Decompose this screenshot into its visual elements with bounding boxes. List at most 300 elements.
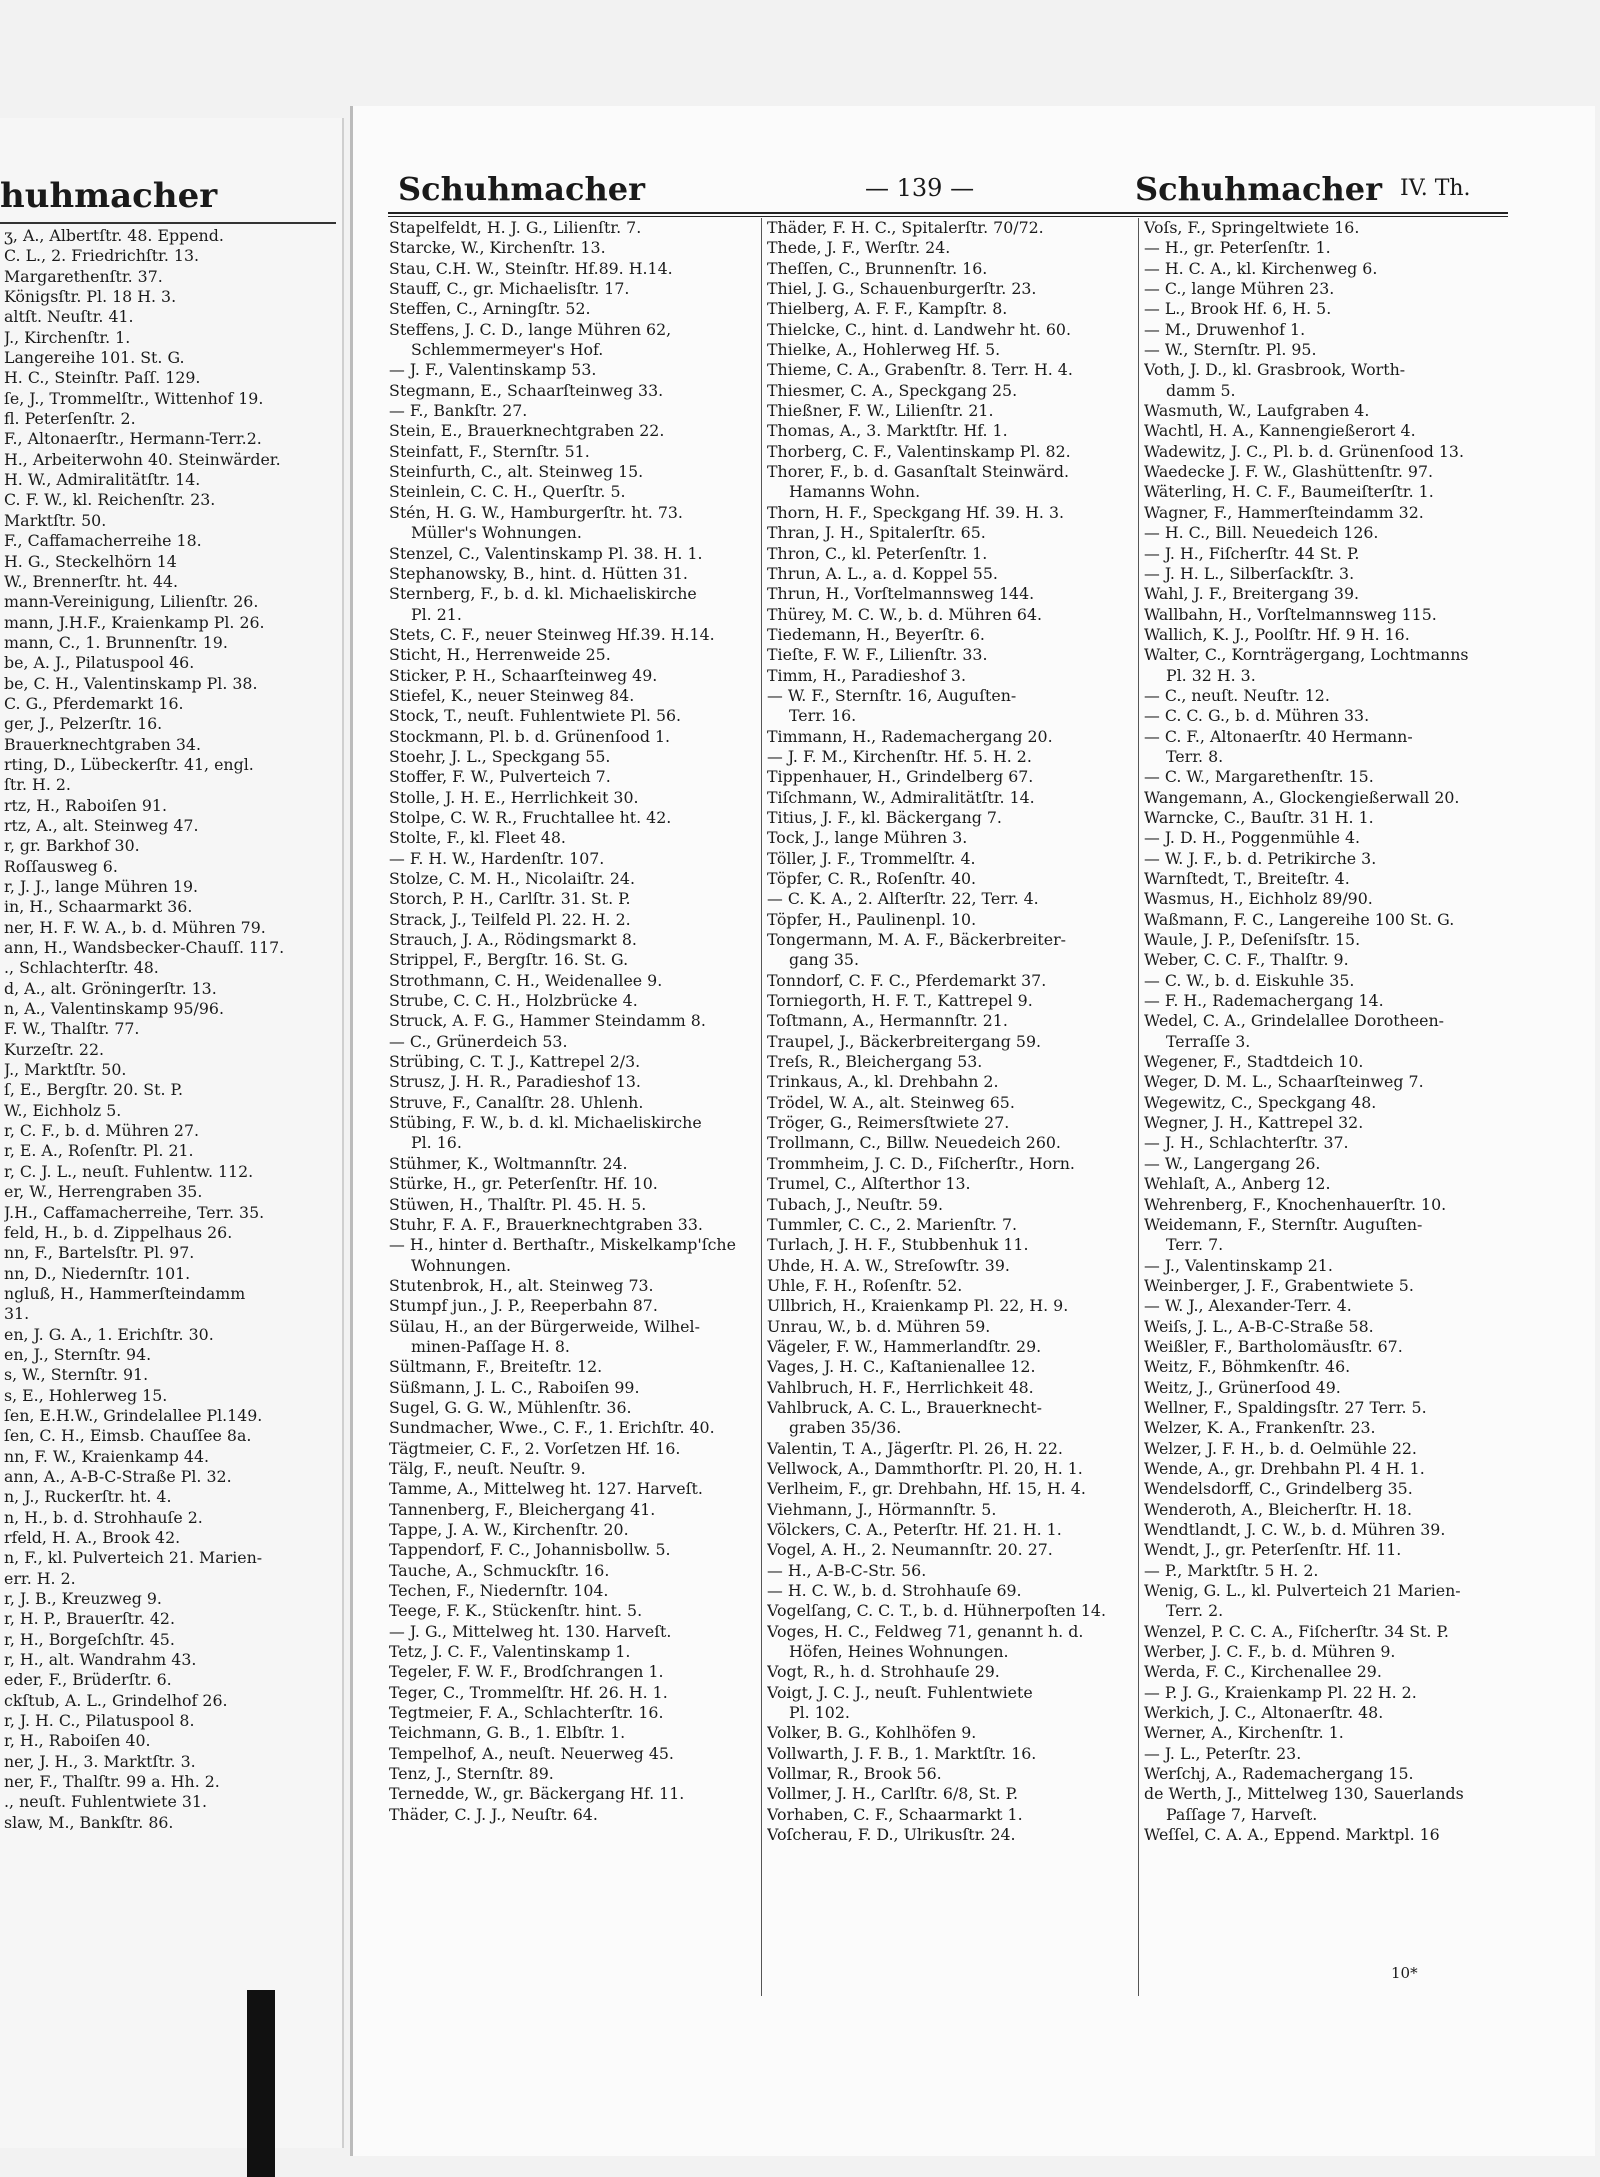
- directory-entry: C. F. W., kl. Reichenſtr. 23.: [4, 490, 216, 510]
- directory-entry: Weger, D. M. L., Schaarſteinweg 7.: [1144, 1072, 1424, 1092]
- directory-entry: Titius, J. F., kl. Bäckergang 7.: [767, 807, 1002, 827]
- directory-entry: Unrau, W., b. d. Mühren 59.: [767, 1316, 991, 1336]
- directory-entry: Walter, C., Kornträgergang, Lochtmanns: [1144, 645, 1469, 665]
- directory-entry: Viehmann, J., Hörmannſtr. 5.: [767, 1499, 997, 1519]
- directory-entry: Tonndorf, C. F. C., Pferdemarkt 37.: [767, 970, 1047, 990]
- directory-entry: Thiel, J. G., Schauenburgerſtr. 23.: [767, 279, 1037, 299]
- directory-entry: Stauff, C., gr. Michaelisſtr. 17.: [389, 279, 630, 299]
- directory-entry: — C. K. A., 2. Alſterſtr. 22, Terr. 4.: [767, 889, 1039, 909]
- directory-entry: Weitz, J., Grünerſood 49.: [1144, 1377, 1341, 1397]
- directory-entry: ʒ, A., Albertſtr. 48. Eppend.: [4, 226, 224, 245]
- directory-entry: Stephanowsky, B., hint. d. Hütten 31.: [389, 563, 688, 583]
- directory-entry: Tägtmeier, C. F., 2. Vorſetzen Hf. 16.: [389, 1438, 681, 1458]
- directory-entry: Stau, C.H. W., Steinſtr. Hf.89. H.14.: [389, 258, 673, 278]
- directory-entry: Thiesmer, C. A., Speckgang 25.: [767, 380, 1018, 400]
- directory-entry: Welzer, J. F. H., b. d. Oelmühle 22.: [1144, 1438, 1417, 1458]
- directory-entry: Stolte, F., kl. Fleet 48.: [389, 828, 566, 848]
- directory-entry: — J. D. H., Poggenmühle 4.: [1144, 828, 1361, 848]
- directory-entry: in, H., Schaarmarkt 36.: [4, 897, 193, 917]
- directory-entry: Thrun, A. L., a. d. Koppel 55.: [767, 563, 998, 583]
- directory-entry: ner, H. F. W. A., b. d. Mühren 79.: [4, 917, 266, 937]
- directory-entry: Werkich, J. C., Altonaerſtr. 48.: [1144, 1703, 1384, 1723]
- directory-entry: Thorer, F., b. d. Gasanſtalt Steinwärd.: [767, 462, 1069, 482]
- directory-entry: Werber, J. C. F., b. d. Mühren 9.: [1144, 1642, 1396, 1662]
- directory-entry: Strothmann, C. H., Weidenallee 9.: [389, 970, 663, 990]
- directory-entry: minen-Paſſage H. 8.: [411, 1336, 570, 1356]
- directory-entry: Verlheim, F., gr. Drehbahn, Hf. 15, H. 4.: [767, 1479, 1086, 1499]
- directory-entry: Thürey, M. C. W., b. d. Mühren 64.: [767, 604, 1043, 624]
- directory-entry: n, J., Ruckerſtr. ht. 4.: [4, 1487, 172, 1507]
- directory-entry: ſen, E.H.W., Grindelallee Pl.149.: [4, 1405, 263, 1425]
- directory-entry: Tauche, A., Schmuckſtr. 16.: [389, 1560, 610, 1580]
- directory-entry: Brauerknechtgraben 34.: [4, 734, 201, 754]
- directory-entry: ngluß, H., Hammerſteindamm: [4, 1283, 246, 1303]
- directory-entry: Tröger, G., Reimersſtwiete 27.: [767, 1113, 1010, 1133]
- directory-entry: Stolle, J. H. E., Herrlichkeit 30.: [389, 787, 639, 807]
- directory-entry: rting, D., Lübeckerſtr. 41, engl.: [4, 754, 254, 774]
- directory-entry: — W. J. F., b. d. Petrikirche 3.: [1144, 848, 1377, 868]
- directory-entry: Kurzeſtr. 22.: [4, 1039, 105, 1059]
- header-left-word: Schuhmacher: [398, 170, 645, 208]
- directory-entry: Wende, A., gr. Drehbahn Pl. 4 H. 1.: [1144, 1458, 1425, 1478]
- directory-entry: Tieſte, F. W. F., Lilienſtr. 33.: [767, 645, 988, 665]
- directory-entry: Tannenberg, F., Bleichergang 41.: [389, 1499, 656, 1519]
- directory-entry: Thron, C., kl. Peterſenſtr. 1.: [767, 543, 988, 563]
- directory-entry: nn, D., Niedernſtr. 101.: [4, 1263, 191, 1283]
- directory-entry: Weißler, F., Bartholomäusſtr. 67.: [1144, 1336, 1403, 1356]
- directory-entry: — C., Grünerdeich 53.: [389, 1031, 568, 1051]
- directory-entry: r, J. B., Kreuzweg 9.: [4, 1589, 162, 1609]
- directory-entry: H. C., Steinſtr. Paſſ. 129.: [4, 368, 201, 388]
- directory-entry: ſen, C. H., Eimsb. Chauſſee 8a.: [4, 1426, 252, 1446]
- directory-entry: J.H., Caffamacherreihe, Terr. 35.: [4, 1202, 265, 1222]
- directory-entry: Sundmacher, Wwe., C. F., 1. Erichſtr. 40.: [389, 1418, 715, 1438]
- directory-entry: Stapelfeldt, H. J. G., Lilienſtr. 7.: [389, 218, 642, 237]
- directory-entry: s, W., Sternſtr. 91.: [4, 1365, 149, 1385]
- directory-entry: — L., Brook Hf. 6, H. 5.: [1144, 299, 1332, 319]
- directory-entry: Terr. 7.: [1166, 1235, 1224, 1255]
- directory-entry: Töller, J. F., Trommelſtr. 4.: [767, 848, 976, 868]
- directory-entry: Thielcke, C., hint. d. Landwehr ht. 60.: [767, 319, 1072, 339]
- directory-entry: altſt. Neuſtr. 41.: [4, 307, 134, 327]
- directory-entry: Trommheim, J. C. D., Fiſcherſtr., Horn.: [767, 1153, 1075, 1173]
- directory-entry: — J. H., Fiſcherſtr. 44 St. P.: [1144, 543, 1360, 563]
- directory-entry: Thomas, A., 3. Marktſtr. Hf. 1.: [767, 421, 1008, 441]
- directory-entry: W., Eichholz 5.: [4, 1100, 122, 1120]
- directory-entry: Tetz, J. C. F., Valentinskamp 1.: [389, 1642, 631, 1662]
- directory-entry: Wallich, K. J., Poolſtr. Hf. 9 H. 16.: [1144, 624, 1410, 644]
- directory-entry: Margarethenſtr. 37.: [4, 266, 163, 286]
- directory-entry: — P. J. G., Kraienkamp Pl. 22 H. 2.: [1144, 1682, 1417, 1702]
- directory-entry: Vogelſang, C. C. T., b. d. Hühnerpoſten 14.: [767, 1601, 1106, 1621]
- directory-entry: C. L., 2. Friedrichſtr. 13.: [4, 246, 200, 266]
- directory-entry: Völckers, C. A., Peterſtr. Hf. 21. H. 1.: [767, 1520, 1062, 1539]
- directory-entry: Vollmar, R., Brook 56.: [767, 1764, 942, 1784]
- directory-entry: Wahl, J. F., Breitergang 39.: [1144, 584, 1360, 604]
- directory-entry: Thorberg, C. F., Valentinskamp Pl. 82.: [767, 441, 1071, 461]
- directory-entry: Terraſſe 3.: [1166, 1031, 1251, 1051]
- directory-entry: — C. F., Altonaerſtr. 40 Hermann-: [1144, 726, 1413, 746]
- directory-entry: Ternedde, W., gr. Bäckergang Hf. 11.: [389, 1784, 685, 1804]
- directory-entry: — F. H., Rademachergang 14.: [1144, 991, 1384, 1011]
- directory-entry: — F., Bankſtr. 27.: [389, 401, 528, 421]
- directory-entry: Toſtmann, A., Hermannſtr. 21.: [767, 1011, 1008, 1031]
- left-page-entries: [4, 226, 334, 1833]
- directory-entry: Pl. 16.: [411, 1133, 462, 1153]
- directory-entry: r, H., alt. Wandrahm 43.: [4, 1650, 197, 1670]
- directory-entry: Tiſchmann, W., Admiralitätſtr. 14.: [767, 787, 1035, 807]
- directory-entry: Voſcherau, F. D., Ulrikusſtr. 24.: [767, 1825, 1016, 1845]
- directory-entry: Warncke, C., Bauſtr. 31 H. 1.: [1144, 807, 1374, 827]
- directory-entry: Marktſtr. 50.: [4, 510, 107, 530]
- directory-entry: Storch, P. H., Carlſtr. 31. St. P.: [389, 889, 631, 909]
- directory-entry: graben 35/36.: [789, 1418, 902, 1438]
- binding-gutter: [247, 1990, 275, 2177]
- directory-entry: Wedel, C. A., Grindelallee Dorotheen-: [1144, 1011, 1445, 1031]
- directory-entry: rtz, A., alt. Steinweg 47.: [4, 815, 199, 835]
- directory-entry: — H., A-B-C-Str. 56.: [767, 1560, 927, 1580]
- directory-entry: — H., gr. Peterſenſtr. 1.: [1144, 238, 1331, 258]
- directory-entry: ſe, J., Trommelſtr., Wittenhof 19.: [4, 388, 264, 408]
- directory-entry: Steinfatt, F., Sternſtr. 51.: [389, 441, 590, 461]
- directory-entry: Wehrenberg, F., Knochenhauerſtr. 10.: [1144, 1194, 1447, 1214]
- directory-entry: Töpfer, H., Paulinenpl. 10.: [767, 909, 977, 929]
- directory-entry: Langereihe 101. St. G.: [4, 348, 185, 368]
- directory-entry: Teger, C., Trommelſtr. Hf. 26. H. 1.: [389, 1682, 668, 1702]
- directory-entry: Tubach, J., Neuſtr. 59.: [767, 1194, 943, 1214]
- directory-entry: H. G., Steckelhörn 14: [4, 551, 177, 571]
- directory-entry: en, J. G. A., 1. Erichſtr. 30.: [4, 1324, 214, 1344]
- directory-entry: slaw, M., Bankſtr. 86.: [4, 1812, 174, 1832]
- directory-entry: H., Arbeiterwohn 40. Steinwärder.: [4, 449, 281, 469]
- directory-entry: Strauch, J. A., Rödingsmarkt 8.: [389, 930, 637, 950]
- directory-entry: Stolze, C. M. H., Nicolaiſtr. 24.: [389, 869, 636, 888]
- directory-entry: r, H., Borgeſchſtr. 45.: [4, 1629, 175, 1649]
- volume-label: IV. Th.: [1400, 176, 1471, 201]
- directory-entry: — C. W., Margarethenſtr. 15.: [1144, 767, 1374, 787]
- directory-entry: Wegner, J. H., Kattrepel 32.: [1144, 1113, 1364, 1133]
- directory-entry: nn, F. W., Kraienkamp 44.: [4, 1446, 210, 1466]
- directory-entry: Vahlbruck, A. C. L., Brauerknecht-: [767, 1397, 1042, 1417]
- directory-entry: — C. W., b. d. Eiskuhle 35.: [1144, 970, 1355, 990]
- directory-entry: mann-Vereinigung, Lilienſtr. 26.: [4, 592, 259, 612]
- left-header-rule: [0, 222, 336, 224]
- directory-entry: — H. C. W., b. d. Strohhauſe 69.: [767, 1581, 1022, 1601]
- directory-entry: Timmann, H., Rademachergang 20.: [767, 726, 1053, 746]
- directory-entry: Volker, B. G., Kohlhöfen 9.: [767, 1723, 977, 1743]
- directory-entry: Hamanns Wohn.: [789, 482, 921, 502]
- directory-entry: Stutenbrok, H., alt. Steinweg 73.: [389, 1275, 654, 1295]
- directory-entry: Techen, F., Niedernſtr. 104.: [389, 1581, 609, 1601]
- directory-entry: Stenzel, C., Valentinskamp Pl. 38. H. 1.: [389, 543, 703, 563]
- directory-entry: — P., Marktſtr. 5 H. 2.: [1144, 1560, 1319, 1580]
- directory-entry: n, A., Valentinskamp 95/96.: [4, 999, 224, 1019]
- directory-entry: — C., neuſt. Neuſtr. 12.: [1144, 685, 1330, 705]
- directory-entry: Stübing, F. W., b. d. kl. Michaeliskirche: [389, 1113, 702, 1133]
- directory-entry: fl. Peterſenſtr. 2.: [4, 409, 136, 429]
- directory-entry: Wohnungen.: [411, 1255, 512, 1275]
- directory-entry: Vollmer, J. H., Carlſtr. 6/8, St. P.: [767, 1784, 1019, 1804]
- directory-entry: Stets, C. F., neuer Steinweg Hf.39. H.14.: [389, 624, 715, 644]
- directory-entry: damm 5.: [1166, 380, 1236, 400]
- directory-entry: Weiſs, J. L., A-B-C-Straße 58.: [1144, 1316, 1374, 1336]
- directory-entry: Waßmann, F. C., Langereihe 100 St. G.: [1144, 909, 1455, 929]
- directory-entry: n, H., b. d. Strohhauſe 2.: [4, 1507, 203, 1527]
- directory-entry: Warnſtedt, T., Breiteſtr. 4.: [1144, 869, 1350, 888]
- directory-entry: Strippel, F., Bergſtr. 16. St. G.: [389, 950, 629, 970]
- directory-entry: Waedecke J. F. W., Glashüttenſtr. 97.: [1144, 462, 1434, 482]
- directory-entry: Stein, E., Brauerknechtgraben 22.: [389, 421, 665, 441]
- directory-entry: Terr. 2.: [1166, 1601, 1224, 1621]
- directory-entry: feld, H., b. d. Zippelhaus 26.: [4, 1222, 233, 1242]
- directory-entry: Wegener, F., Stadtdeich 10.: [1144, 1052, 1364, 1072]
- directory-entry: — W. F., Sternſtr. 16, Auguſten-: [767, 685, 1017, 705]
- directory-entry: nn, F., Bartelsſtr. Pl. 97.: [4, 1243, 195, 1263]
- column-1: [389, 218, 751, 1825]
- directory-entry: Thieme, C. A., Grabenſtr. 8. Terr. H. 4.: [767, 360, 1073, 380]
- directory-entry: Wachtl, H. A., Kannengießerort 4.: [1144, 421, 1416, 441]
- directory-entry: r, E. A., Roſenſtr. Pl. 21.: [4, 1141, 194, 1161]
- directory-entry: Torniegorth, H. F. T., Kattrepel 9.: [767, 991, 1033, 1011]
- directory-entry: Müller's Wohnungen.: [411, 523, 582, 543]
- directory-entry: Sugel, G. G. W., Mühlenſtr. 36.: [389, 1397, 632, 1417]
- signature-mark: 10*: [1391, 1964, 1418, 1982]
- directory-entry: Süßmann, J. L. C., Raboiſen 99.: [389, 1377, 640, 1397]
- directory-entry: Sültmann, F., Breiteſtr. 12.: [389, 1357, 603, 1377]
- directory-entry: mann, C., 1. Brunnenſtr. 19.: [4, 632, 228, 652]
- directory-entry: Wasmus, H., Eichholz 89/90.: [1144, 889, 1373, 909]
- directory-entry: r, H., Raboiſen 40.: [4, 1731, 151, 1751]
- column-2: [767, 218, 1129, 1846]
- directory-entry: Tempelhof, A., neuſt. Neuerweg 45.: [389, 1743, 674, 1763]
- directory-entry: Wadewitz, J. C., Pl. b. d. Grünenſood 13.: [1144, 441, 1464, 461]
- directory-entry: Steffen, C., Arningſtr. 52.: [389, 299, 591, 319]
- directory-entry: Weſſel, C. A. A., Eppend. Marktpl. 16: [1144, 1825, 1440, 1845]
- directory-entry: Thäder, C. J. J., Neuſtr. 64.: [389, 1804, 598, 1824]
- directory-entry: Tiedemann, H., Beyerſtr. 6.: [767, 624, 985, 644]
- directory-entry: 31.: [4, 1304, 30, 1324]
- directory-entry: Tummler, C. C., 2. Marienſtr. 7.: [767, 1214, 1018, 1234]
- directory-entry: — W. J., Alexander-Terr. 4.: [1144, 1296, 1352, 1316]
- directory-entry: Trinkaus, A., kl. Drehbahn 2.: [767, 1072, 999, 1092]
- directory-entry: Wangemann, A., Glockengießerwall 20.: [1144, 787, 1460, 807]
- directory-entry: Paſſage 7, Harveſt.: [1166, 1804, 1318, 1824]
- directory-entry: Stühmer, K., Woltmannſtr. 24.: [389, 1153, 628, 1173]
- directory-entry: ner, F., Thalſtr. 99 a. Hh. 2.: [4, 1772, 220, 1792]
- directory-entry: rfeld, H. A., Brook 42.: [4, 1528, 181, 1547]
- directory-entry: Terr. 16.: [789, 706, 857, 726]
- directory-entry: Turlach, J. H. F., Stubbenhuk 11.: [767, 1235, 1029, 1255]
- directory-entry: Strusz, J. H. R., Paradieshof 13.: [389, 1072, 641, 1092]
- directory-entry: gang 35.: [789, 950, 859, 970]
- directory-entry: — J. L., Peterſtr. 23.: [1144, 1743, 1302, 1763]
- directory-entry: Theſſen, C., Brunnenſtr. 16.: [767, 258, 988, 278]
- directory-entry: Wehlaſt, A., Anberg 12.: [1144, 1174, 1331, 1194]
- directory-entry: J., Marktſtr. 50.: [4, 1060, 127, 1080]
- directory-entry: Roſſausweg 6.: [4, 856, 118, 876]
- directory-page: [350, 106, 1595, 2156]
- directory-entry: — J. H., Schlachterſtr. 37.: [1144, 1133, 1349, 1153]
- directory-entry: ., neuſt. Fuhlentwiete 31.: [4, 1792, 207, 1812]
- directory-entry: Weidemann, F., Sternſtr. Auguſten-: [1144, 1214, 1423, 1234]
- directory-entry: r, H. P., Brauerſtr. 42.: [4, 1609, 175, 1629]
- directory-entry: Uhde, H. A. W., Streſowſtr. 39.: [767, 1255, 1010, 1275]
- directory-entry: Steffens, J. C. D., lange Mühren 62,: [389, 319, 672, 339]
- directory-entry: Stoehr, J. L., Speckgang 55.: [389, 746, 611, 766]
- directory-entry: Weinberger, J. F., Grabentwiete 5.: [1144, 1275, 1414, 1295]
- directory-entry: Teege, F. K., Stückenſtr. hint. 5.: [389, 1601, 643, 1621]
- directory-entry: Wendtlandt, J. C. W., b. d. Mühren 39.: [1144, 1520, 1446, 1539]
- directory-entry: Werner, A., Kirchenſtr. 1.: [1144, 1723, 1344, 1743]
- directory-entry: F., Altonaerſtr., Hermann-Terr.2.: [4, 429, 262, 449]
- directory-entry: Steinfurth, C., alt. Steinweg 15.: [389, 462, 644, 482]
- directory-entry: Thielke, A., Hohlerweg Hf. 5.: [767, 340, 1001, 360]
- directory-entry: Höfen, Heines Wohnungen.: [789, 1642, 1009, 1662]
- directory-entry: de Werth, J., Mittelweg 130, Sauerlands: [1144, 1784, 1464, 1804]
- directory-entry: Wenderoth, A., Bleicherſtr. H. 18.: [1144, 1499, 1413, 1519]
- directory-entry: Thran, J. H., Spitalerſtr. 65.: [767, 523, 986, 543]
- directory-entry: Ullbrich, H., Kraienkamp Pl. 22, H. 9.: [767, 1296, 1069, 1316]
- directory-entry: Pl. 32 H. 3.: [1166, 665, 1256, 685]
- directory-entry: Traupel, J., Bäckerbreitergang 59.: [767, 1031, 1042, 1051]
- directory-entry: ann, A., A-B-C-Straße Pl. 32.: [4, 1466, 232, 1486]
- directory-entry: mann, J.H.F., Kraienkamp Pl. 26.: [4, 612, 265, 632]
- directory-entry: err. H. 2.: [4, 1568, 76, 1588]
- directory-entry: Treſs, R., Bleichergang 53.: [767, 1052, 983, 1072]
- directory-entry: eder, F., Brüderſtr. 6.: [4, 1670, 172, 1690]
- directory-entry: Wendelsdorff, C., Grindelberg 35.: [1144, 1479, 1413, 1499]
- header-right-word: Schuhmacher: [1135, 170, 1382, 208]
- directory-entry: er, W., Herrengraben 35.: [4, 1182, 203, 1202]
- directory-entry: F. W., Thalſtr. 77.: [4, 1019, 140, 1039]
- directory-entry: — H. C. A., kl. Kirchenweg 6.: [1144, 258, 1378, 278]
- directory-entry: Töpfer, C. R., Roſenſtr. 40.: [767, 869, 977, 888]
- directory-entry: Werda, F. C., Kirchenallee 29.: [1144, 1662, 1382, 1682]
- column-3: [1144, 218, 1506, 1846]
- directory-entry: Welzer, K. A., Frankenſtr. 23.: [1144, 1418, 1376, 1438]
- directory-entry: ſ, E., Bergſtr. 20. St. P.: [4, 1080, 183, 1100]
- directory-entry: Valentin, T. A., Jägerſtr. Pl. 26, H. 22.: [767, 1438, 1063, 1458]
- left-page-header: huhmacher: [0, 176, 218, 216]
- directory-entry: Thäder, F. H. C., Spitalerſtr. 70/72.: [767, 218, 1044, 237]
- directory-entry: Stiefel, K., neuer Steinweg 84.: [389, 685, 635, 705]
- directory-entry: — C. C. G., b. d. Mühren 33.: [1144, 706, 1370, 726]
- directory-entry: r, J. H. C., Pilatuspool 8.: [4, 1711, 195, 1731]
- directory-entry: W., Brennerſtr. ht. 44.: [4, 571, 179, 591]
- directory-entry: ſtr. H. 2.: [4, 775, 71, 795]
- directory-entry: Wendt, J., gr. Peterſenſtr. Hf. 11.: [1144, 1540, 1402, 1560]
- directory-entry: Vellwock, A., Dammthorſtr. Pl. 20, H. 1.: [767, 1458, 1083, 1478]
- directory-entry: Stolpe, C. W. R., Fruchtallee ht. 42.: [389, 807, 672, 827]
- directory-entry: Voges, H. C., Feldweg 71, genannt h. d.: [767, 1621, 1084, 1641]
- header-rule: [388, 212, 1508, 214]
- directory-entry: Vorhaben, C. F., Schaarmarkt 1.: [767, 1804, 1023, 1824]
- directory-entry: Stoffer, F. W., Pulverteich 7.: [389, 767, 611, 787]
- directory-entry: Tegeler, F. W. F., Brodſchrangen 1.: [389, 1662, 664, 1682]
- directory-entry: en, J., Sternſtr. 94.: [4, 1344, 152, 1364]
- directory-entry: Voth, J. D., kl. Grasbrook, Worth-: [1144, 360, 1406, 380]
- directory-entry: rtz, H., Raboiſen 91.: [4, 795, 167, 815]
- directory-entry: Trollmann, C., Billw. Neuedeich 260.: [767, 1133, 1061, 1153]
- directory-entry: — H. C., Bill. Neuedeich 126.: [1144, 523, 1379, 543]
- directory-entry: Sticht, H., Herrenweide 25.: [389, 645, 611, 665]
- directory-entry: Tamme, A., Mittelweg ht. 127. Harveſt.: [389, 1479, 703, 1499]
- directory-entry: Vägeler, F. W., Hammerlandſtr. 29.: [767, 1336, 1042, 1356]
- directory-entry: Wenig, G. L., kl. Pulverteich 21 Marien-: [1144, 1581, 1461, 1601]
- directory-entry: Waule, J. P., Deſeniſsſtr. 15.: [1144, 930, 1361, 950]
- directory-entry: Stuhr, F. A. F., Brauerknechtgraben 33.: [389, 1214, 703, 1234]
- directory-entry: ann, H., Wandsbecker-Chauſſ. 117.: [4, 938, 285, 958]
- directory-entry: Stegmann, E., Schaarſteinweg 33.: [389, 380, 664, 400]
- directory-entry: Struve, F., Canalſtr. 28. Uhlenh.: [389, 1092, 644, 1112]
- directory-entry: Stockmann, Pl. b. d. Grünenſood 1.: [389, 726, 671, 746]
- directory-entry: F., Caffamacherreihe 18.: [4, 531, 202, 551]
- directory-entry: — F. H. W., Hardenſtr. 107.: [389, 848, 605, 868]
- directory-entry: Voſs, F., Springeltwiete 16.: [1144, 218, 1360, 237]
- directory-entry: Weitz, F., Böhmkenſtr. 46.: [1144, 1357, 1351, 1377]
- directory-entry: Timm, H., Paradieshof 3.: [767, 665, 966, 685]
- directory-entry: Wagner, F., Hammerſteindamm 32.: [1144, 502, 1424, 522]
- directory-entry: ner, J. H., 3. Marktſtr. 3.: [4, 1751, 196, 1771]
- directory-entry: Tock, J., lange Mühren 3.: [767, 828, 968, 848]
- directory-entry: Wenzel, P. C. C. A., Fiſcherſtr. 34 St. P.: [1144, 1621, 1449, 1641]
- directory-entry: Sticker, P. H., Schaarſteinweg 49.: [389, 665, 658, 685]
- directory-entry: H. W., Admiralitätſtr. 14.: [4, 470, 201, 490]
- directory-entry: — C., lange Mühren 23.: [1144, 279, 1335, 299]
- directory-entry: Vages, J. H. C., Kaſtanienallee 12.: [767, 1357, 1036, 1377]
- directory-entry: Thrun, H., Vorſtelmannsweg 144.: [767, 584, 1035, 604]
- directory-entry: Weber, C. C. F., Thalſtr. 9.: [1144, 950, 1349, 970]
- directory-entry: Stock, T., neuſt. Fuhlentwiete Pl. 56.: [389, 706, 682, 726]
- directory-entry: Königsſtr. Pl. 18 H. 3.: [4, 287, 177, 307]
- directory-entry: Struck, A. F. G., Hammer Steindamm 8.: [389, 1011, 706, 1031]
- directory-entry: Tenz, J., Sternſtr. 89.: [389, 1764, 554, 1784]
- directory-entry: C. G., Pferdemarkt 16.: [4, 693, 184, 713]
- directory-entry: r, C. J. L., neuſt. Fuhlentw. 112.: [4, 1161, 254, 1181]
- column-separator: [1138, 218, 1139, 1996]
- directory-entry: Tappe, J. A. W., Kirchenſtr. 20.: [389, 1520, 629, 1539]
- directory-entry: — J. G., Mittelweg ht. 130. Harveſt.: [389, 1621, 672, 1641]
- directory-entry: Strübing, C. T. J., Kattrepel 2/3.: [389, 1052, 641, 1072]
- directory-entry: ., Schlachterſtr. 48.: [4, 958, 159, 978]
- directory-entry: Tippenhauer, H., Grindelberg 67.: [767, 767, 1034, 787]
- directory-entry: Teichmann, G. B., 1. Elbſtr. 1.: [389, 1723, 626, 1743]
- directory-entry: Vahlbruch, H. F., Herrlichkeit 48.: [767, 1377, 1034, 1397]
- directory-entry: d, A., alt. Gröningerſtr. 13.: [4, 978, 217, 998]
- left-page: [0, 118, 344, 2148]
- directory-entry: Strube, C. C. H., Holzbrücke 4.: [389, 991, 638, 1011]
- directory-entry: be, C. H., Valentinskamp Pl. 38.: [4, 673, 258, 693]
- directory-entry: J., Kirchenſtr. 1.: [4, 327, 131, 347]
- directory-entry: Tegtmeier, F. A., Schlachterſtr. 16.: [389, 1703, 664, 1723]
- directory-entry: Schlemmermeyer's Hof.: [411, 340, 604, 360]
- directory-entry: r, gr. Barkhof 30.: [4, 836, 140, 856]
- directory-entry: Tälg, F., neuſt. Neuſtr. 9.: [389, 1458, 586, 1478]
- header-rule-thin: [388, 216, 1508, 217]
- directory-entry: Steinlein, C. C. H., Querſtr. 5.: [389, 482, 626, 502]
- page-number: — 139 —: [865, 174, 975, 202]
- directory-entry: Wasmuth, W., Laufgraben 4.: [1144, 401, 1370, 421]
- directory-entry: s, E., Hohlerweg 15.: [4, 1385, 168, 1405]
- directory-entry: Vogel, A. H., 2. Neumannſtr. 20. 27.: [767, 1540, 1053, 1560]
- directory-entry: — J. H. L., Silberſackſtr. 3.: [1144, 563, 1355, 583]
- directory-entry: Vogt, R., h. d. Strohhauſe 29.: [767, 1662, 1000, 1682]
- directory-entry: Trödel, W. A., alt. Steinweg 65.: [767, 1092, 1015, 1112]
- directory-entry: Starcke, W., Kirchenſtr. 13.: [389, 238, 606, 258]
- directory-entry: Stüwen, H., Thalſtr. Pl. 45. H. 5.: [389, 1194, 647, 1214]
- directory-entry: Wäterling, H. C. F., Baumeiſterſtr. 1.: [1144, 482, 1434, 502]
- directory-entry: Uhle, F. H., Roſenſtr. 52.: [767, 1275, 963, 1295]
